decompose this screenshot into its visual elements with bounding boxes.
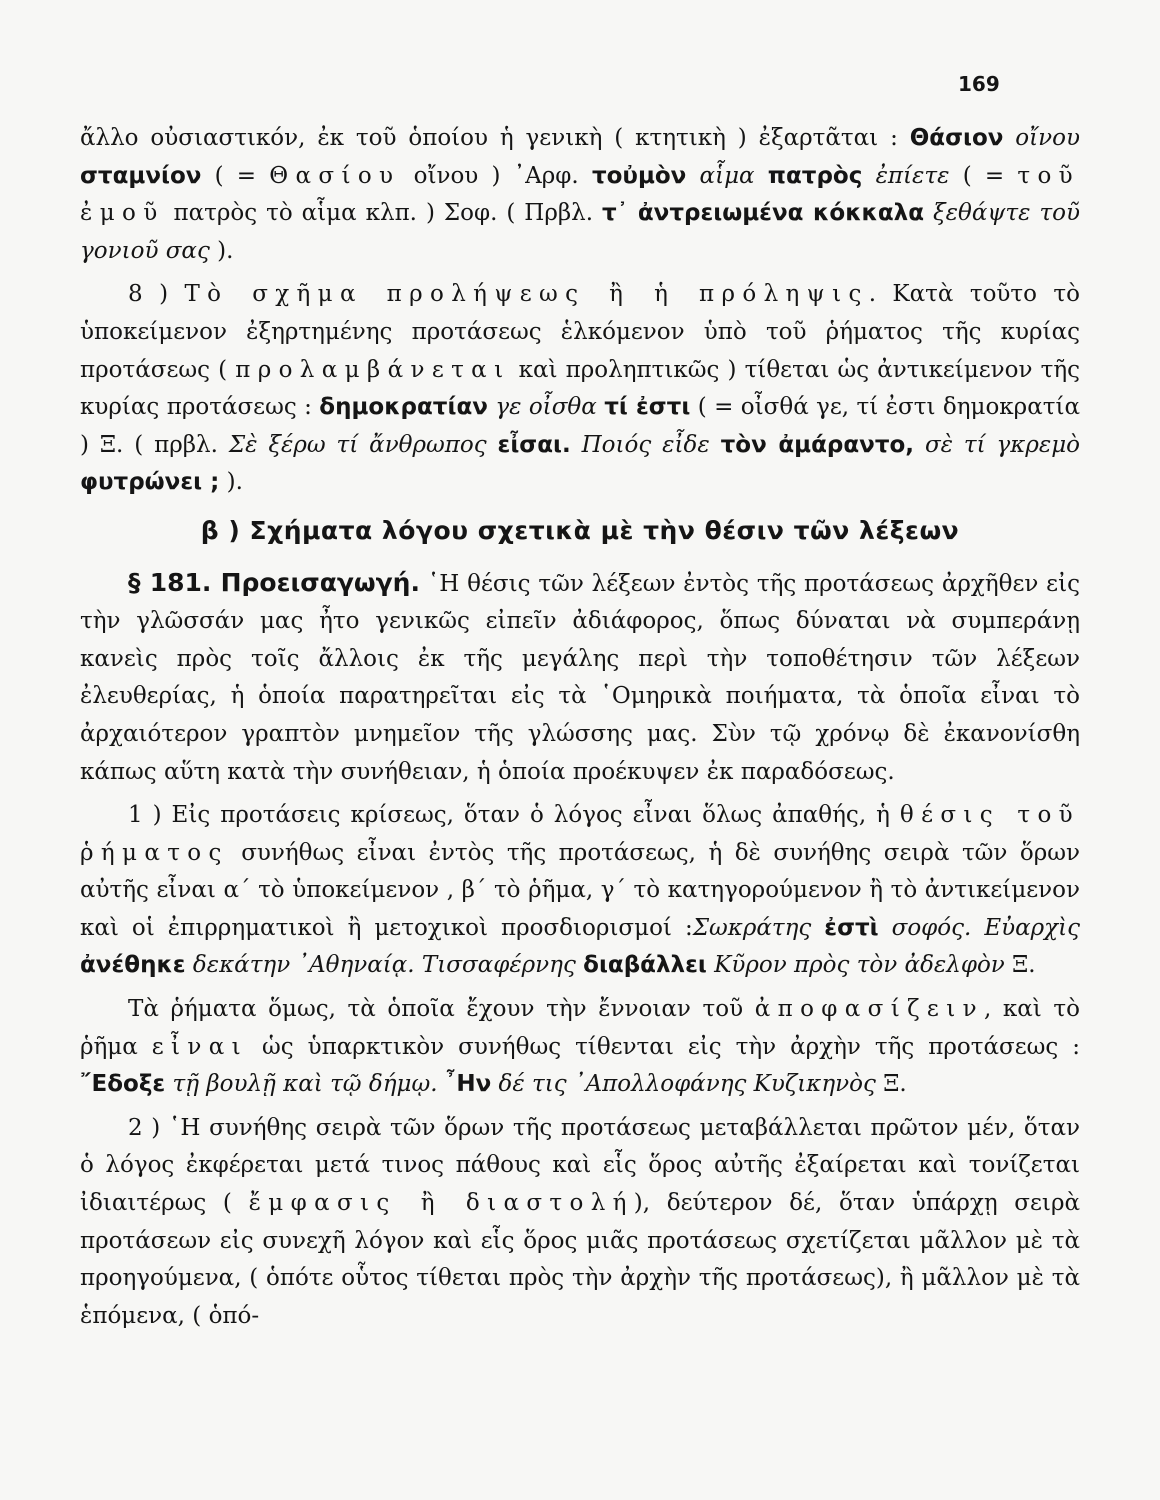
bold-example: ῏Ην xyxy=(444,1071,492,1098)
spaced-term: θέσις τοῦ ῥήματος xyxy=(80,802,1080,866)
bold-example: ῎Εδοξε xyxy=(80,1071,166,1098)
bold-example: τοὐμὸν xyxy=(591,162,687,189)
bold-example: διαβάλλει xyxy=(583,952,707,979)
bold-example: εἶσαι. xyxy=(497,431,571,458)
spaced-term: τοῦ ἐμοῦ xyxy=(80,162,1080,227)
bold-example: πατρὸς xyxy=(767,162,863,189)
text-run: ). xyxy=(219,469,243,496)
text-run: 2 ) ῾Η συνήθης σειρὰ τῶν ὅρων τῆς προτάσεως μεταβάλλεται πρῶτον μέν, ὅταν ὁ λόγος ἐκφέρεται μετά τινος πάθους καὶ εἷς ὅρος αὐτῆς ἐξαίρεται καὶ τονίζεται ἰδιαιτέρως ( xyxy=(80,1114,1080,1217)
spaced-term: εἶναι xyxy=(151,1033,249,1060)
text-run: συνήθως εἶναι ἐντὸς τῆς προτάσεως, ἡ δὲ συνήθης σειρὰ τῶν ὅρων αὐτῆς εἶναι α΄ τὸ ὑποκείμενον , β΄ τὸ ῥῆμα, γ΄ τὸ κατηγορούμενον ἢ τὸ ἀντικείμενον καὶ οἱ ἐπιρρηματικοὶ ἢ μετοχικοὶ προσδιορισμοί : xyxy=(80,839,1080,941)
text-run: 8 ) xyxy=(128,281,185,308)
paragraph-verbs-deciding xyxy=(80,991,1080,1104)
text-run: ἄλλο οὐσιαστικόν, ἐκ τοῦ ὁποίου ἡ γενικὴ ( κτητικὴ ) ἐξαρτᾶται : xyxy=(80,125,910,151)
text-run: ( = οἶσθά γε, τί ἐστι δημοκρατία ) Ξ. ( πρβλ. xyxy=(80,394,1081,458)
italic-example: Ποιός εἶδε xyxy=(570,431,721,458)
text-run: ( = xyxy=(962,162,1018,189)
spaced-term: Τὸ σχῆμα προλήψεως ἢ ἡ πρόληψις xyxy=(184,281,869,308)
paragraph-genitive-example xyxy=(80,120,1080,270)
spaced-term: ἀποφασίζειν xyxy=(754,996,984,1023)
spaced-term: ἔμφασις ἢ διαστολή xyxy=(248,1190,634,1217)
bold-example: τί ἐστι xyxy=(604,394,691,421)
italic-example: δεκάτην ᾿Αθηναίᾳ. Τισσαφέρνης xyxy=(185,952,584,979)
page-number: 169 xyxy=(958,72,1000,96)
bold-example: τ᾿ ἀντρειωμένα κόκκαλα xyxy=(602,200,925,227)
italic-example: γε οἶσθα xyxy=(487,394,605,421)
section-number-title: § 181. Προεισαγωγή. xyxy=(128,567,420,597)
italic-example: ξεθάψτε τοῦ γονιοῦ σας xyxy=(80,200,1081,264)
body-text xyxy=(80,120,1080,1335)
paragraph-prolepsis xyxy=(80,276,1080,502)
bold-example: ἐστὶ xyxy=(824,914,879,941)
bold-example: σταμνίον xyxy=(80,162,202,189)
paragraph-rule-1 xyxy=(80,797,1080,985)
bold-example: Θάσιον xyxy=(909,125,1004,151)
text-run: πατρὸς τὸ αἷμα κλπ. ) Σοφ. ( Πρβλ. xyxy=(164,200,603,227)
bold-example: δημοκρατίαν xyxy=(319,394,488,421)
text-run: . Κατὰ τοῦτο τὸ ὑποκείμενον ἐξηρτημένης προτάσεως ἑλκόμενον ὑπὸ τοῦ ῥήματος τῆς κυρίας προτάσεως ( xyxy=(80,281,1080,383)
bold-example: φυτρώνει ; xyxy=(80,469,220,496)
paragraph-rule-2 xyxy=(80,1110,1080,1336)
text-run: , καὶ τὸ ῥῆμα xyxy=(80,996,1080,1060)
italic-example: σὲ τί γκρεμὸ xyxy=(914,431,1080,458)
text-run: ). xyxy=(217,237,234,264)
text-run: ( = xyxy=(201,162,270,189)
text-run: ), δεύτερον δέ, ὅταν ὑπάρχῃ σειρὰ προτάσεων εἰς συνεχῆ λόγον καὶ εἷς ὅρος μιᾶς προτάσεως σχετίζεται μᾶλλον μὲ τὰ προηγούμενα, ( ὁπότε οὗτος τίθεται πρὸς τὴν ἀρχὴν τῆς προτάσεως), ἢ μᾶλλον μὲ τὰ ἑπόμενα, ( ὁπό- xyxy=(80,1190,1080,1329)
bold-example: τὸν ἀμάραντο, xyxy=(720,431,915,458)
paragraph-introduction xyxy=(80,564,1080,792)
section-heading: β ) Σχήματα λόγου σχετικὰ μὲ τὴν θέσιν τῶν λέξεων xyxy=(200,515,960,545)
text-run: Τὰ ῥήματα ὅμως, τὰ ὁποῖα ἔχουν τὴν ἔννοιαν τοῦ xyxy=(128,996,755,1023)
text-run: ῾Η θέσις τῶν λέξεων ἐντὸς τῆς προτάσεως ἀρχῆθεν εἰς τὴν γλῶσσάν μας ἦτο γενικῶς εἰπεῖν ἀδιάφορος, ὅπως δύναται νὰ συμπεράνῃ κανεὶς πρὸς τοῖς ἄλλοις ἐκ τῆς μεγάλης περὶ τὴν τοποθέτησιν τῶν λέξεων ἐλευθερίας, ἡ ὁποία παρατηρεῖται εἰς τὰ ῾Ομηρικὰ ποιήματα, τὰ ὁποῖα εἶναι τὸ ἀρχαιότερον γραπτὸν μνημεῖον τῆς γλώσσης μας. Σὺν τῷ χρόνῳ δὲ ἐκανονίσθη κάπως αὕτη κατὰ τὴν συνήθειαν, ἡ ὁποία προέκυψεν ἐκ παραδόσεως. xyxy=(80,570,1081,785)
italic-example: οἴνου xyxy=(1003,125,1080,151)
spaced-term: Θασίου xyxy=(269,162,401,189)
italic-example: αἷμα xyxy=(686,162,768,189)
text-run: 1 ) Εἰς προτάσεις κρίσεως, ὅταν ὁ λόγος εἶναι ὅλως ἀπαθής, ἡ xyxy=(128,802,900,829)
italic-example: σοφός. Εὐαρχὶς xyxy=(878,914,1080,941)
text-run: ὡς ὑπαρκτικὸν συνήθως τίθενται εἰς τὴν ἀρχὴν τῆς προτάσεως : xyxy=(248,1033,1080,1060)
italic-example: ἐπίετε xyxy=(862,162,963,189)
spaced-term: προλαμβάνεται xyxy=(235,356,511,383)
italic-example: Σωκράτης xyxy=(692,914,825,941)
italic-example: τῇ βουλῇ καὶ τῷ δήμῳ. xyxy=(165,1071,445,1098)
text-run: καὶ προληπτικῶς ) τίθεται ὡς ἀντικείμενον τῆς κυρίας προτάσεως : xyxy=(80,356,1081,421)
italic-example: Κῦρον πρὸς τὸν ἀδελφὸν xyxy=(706,952,1005,979)
text-run: Ξ. xyxy=(1004,952,1036,979)
italic-example: Σὲ ξέρω τί ἄνθρωπος xyxy=(228,431,498,458)
bold-example: ἀνέθηκε xyxy=(80,952,186,979)
text-run: Ξ. xyxy=(875,1071,907,1098)
text-run: οἴνου ) ᾿Αρφ. xyxy=(400,162,592,189)
italic-example: δέ τις ᾿Απολλοφάνης Κυζικηνὸς xyxy=(491,1071,876,1098)
